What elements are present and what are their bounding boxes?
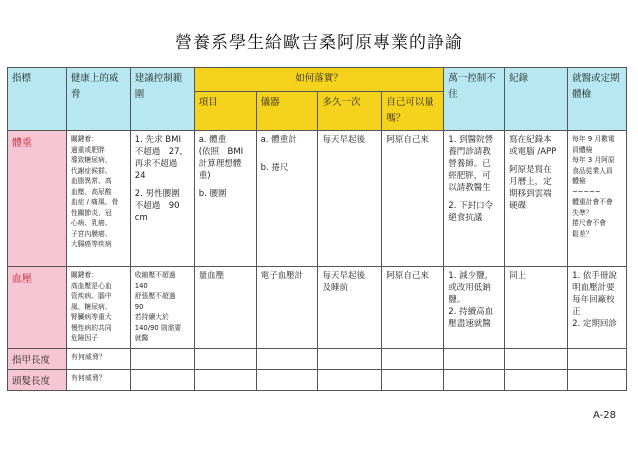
page-title: 營養系學生給歐吉桑阿原專業的諍諭	[175, 33, 463, 53]
nail-empty-6	[318, 349, 382, 370]
hair-empty-4	[194, 370, 256, 391]
hair-threat: 有何威脅？	[66, 370, 130, 391]
nail-threat: 有何威脅？	[66, 349, 130, 370]
bp-target: 收縮壓不超過 140 舒張壓不超過 90 若持續大於 140/90 則需要 就醫	[130, 267, 194, 349]
nail-empty-10	[568, 349, 627, 370]
bp-item: 量血壓	[194, 267, 256, 349]
header-item: 項目	[194, 92, 256, 131]
weight-instrument: a. 體重計 b. 捲尺	[256, 131, 318, 267]
indicator-hair-length: 頭髮長度	[8, 370, 67, 391]
header-health-threat: 健康上的威脅	[66, 68, 130, 131]
nail-empty-5	[256, 349, 318, 370]
weight-target: 1. 先求 BMI 不超過 27, 再求不超過 24 2. 男性腰圍 不超過 90 cm	[130, 131, 194, 267]
indicator-nail-length: 指甲長度	[8, 349, 67, 370]
hair-empty-5	[256, 370, 318, 391]
hair-empty-10	[568, 370, 627, 391]
hair-empty-6	[318, 370, 382, 391]
weight-if-uncontrolled: 1. 到醫院營 養門診請教 營養師。已 經肥胖，可 以請教醫生 2. 下封口令 絕食抗議	[444, 131, 505, 267]
hair-empty-7	[382, 370, 444, 391]
weight-frequency: 每天早起後	[318, 131, 382, 267]
hair-empty-9	[505, 370, 568, 391]
nail-empty-3	[130, 349, 194, 370]
bp-follow-up: 1. 依手冊說 明血壓計要 每年回廠校 正 2. 定期回診	[568, 267, 627, 349]
header-self-capable: 自己可以量嗎？	[382, 92, 444, 131]
page-number: A-28	[593, 410, 616, 421]
header-follow-up: 就醫或定期體檢	[568, 68, 627, 131]
header-record: 紀錄	[505, 68, 568, 131]
weight-threat: 關鍵着： 過重或肥胖 導致糖尿病、 代謝症候群、 血脂異常、高 血壓、高尿酸 血症 / 痛風、骨 性關節炎、冠 心病、乳癌、 子宮內膜癌、 大腸癌等疾病	[66, 131, 130, 267]
weight-item: a. 體重 (依照 BMI 計算理想體 重) b. 腰圍	[194, 131, 256, 267]
header-how-to: 如何落實？	[194, 68, 444, 92]
header-instrument: 儀器	[256, 92, 318, 131]
bp-if-uncontrolled: 1. 減少鹽， 或改用低鈉 鹽。 2. 持續高血 壓盡速就醫	[444, 267, 505, 349]
bp-threat: 關鍵着： 高血壓是心血 管疾病、腦中 風、糖尿病、 腎臟病等重大 慢性病的共同 危險因子	[66, 267, 130, 349]
weight-self: 阿原自己來	[382, 131, 444, 267]
weight-follow-up: 每年 9 月數電 員體檢 每年 3 月阿原 食品從業人員 體檢 ~~~~~ 體重計會不會 失準？ 捲尺會不會 鬆差？	[568, 131, 627, 267]
header-frequency: 多久一次	[318, 92, 382, 131]
indicator-blood-pressure: 血壓	[8, 267, 67, 349]
bp-record: 同上	[505, 267, 568, 349]
bp-instrument: 電子血壓計	[256, 267, 318, 349]
nail-empty-7	[382, 349, 444, 370]
guidance-table	[7, 67, 627, 391]
hair-empty-8	[444, 370, 505, 391]
weight-record: 寫在紀錄本 或電腦 /APP 阿原是寫在 月曆上，定 期移到雲端 硬碟	[505, 131, 568, 267]
header-target-control: 建議控制範圍	[130, 68, 194, 131]
hair-empty-3	[130, 370, 194, 391]
nail-empty-4	[194, 349, 256, 370]
indicator-weight: 體重	[8, 131, 67, 267]
bp-self: 阿原自己來	[382, 267, 444, 349]
nail-empty-8	[444, 349, 505, 370]
header-if-uncontrolled: 萬一控制不住	[444, 68, 505, 131]
header-indicator: 指標	[8, 68, 67, 131]
bp-frequency: 每天早起後 及睡前	[318, 267, 382, 349]
nail-empty-9	[505, 349, 568, 370]
